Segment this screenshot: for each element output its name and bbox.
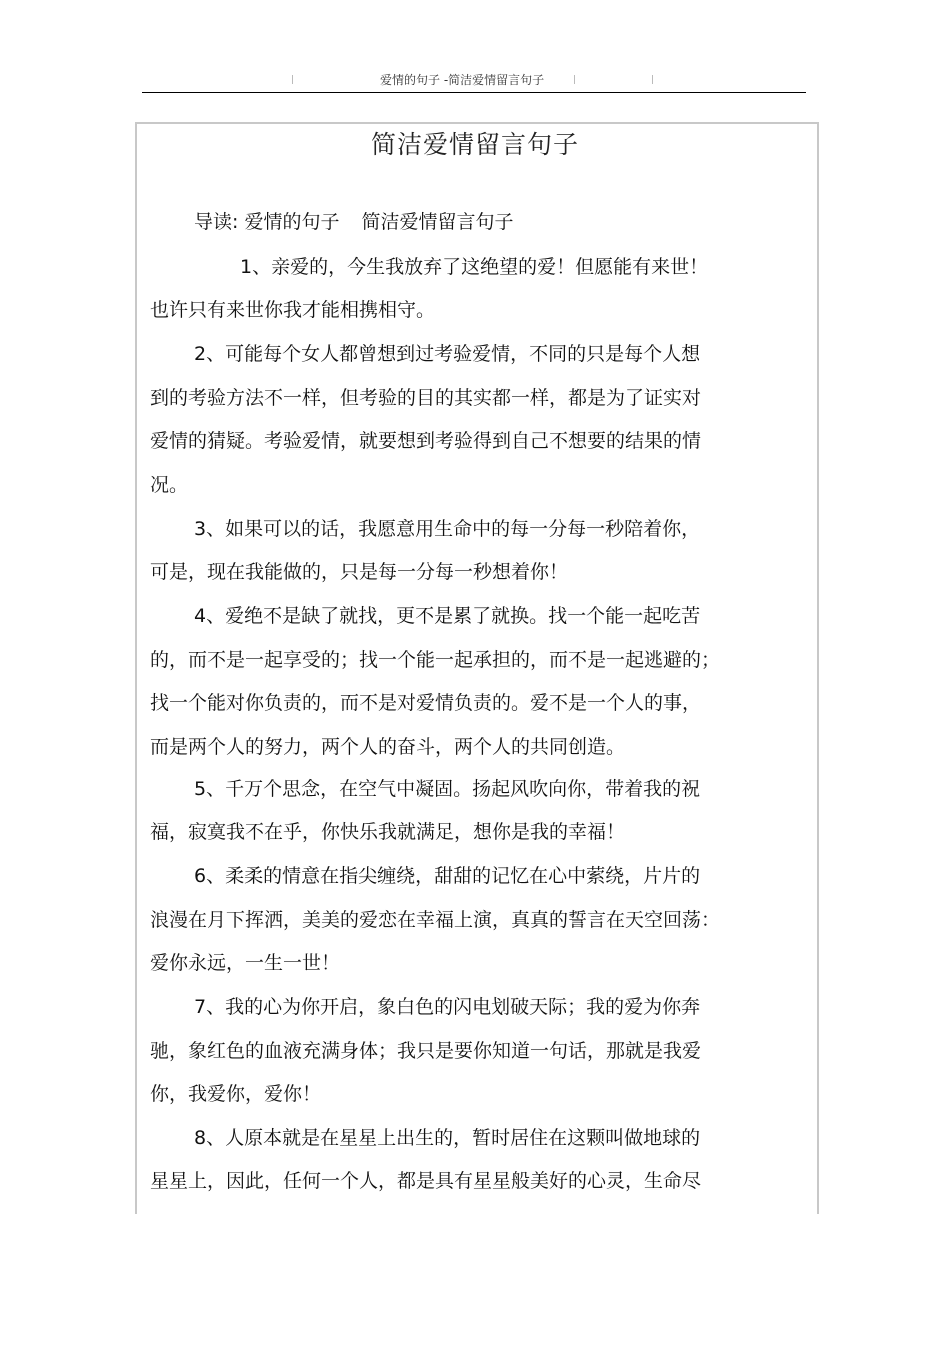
text-line: 1、亲爱的，今生我放弃了这绝望的爱！但愿能有来世！	[240, 256, 709, 278]
intro-part2: 简洁爱情留言句子	[361, 211, 514, 233]
intro-part1: 爱情的句子	[244, 211, 340, 233]
header-tick-mid	[574, 75, 575, 84]
text-line: 驰，象红色的血液充满身体；我只是要你知道一句话，那就是我爱	[150, 1040, 702, 1062]
intro-label: 导读:	[194, 211, 239, 233]
text-line: 的，而不是一起享受的；找一个能一起承担的，而不是一起逃避的；	[150, 649, 721, 671]
text-line: 8、人原本就是在星星上出生的，暂时居住在这颗叫做地球的	[194, 1127, 701, 1149]
text-line: 你，我爱你，爱你！	[150, 1083, 322, 1105]
text-line: 福，寂寞我不在乎，你快乐我就满足，想你是我的幸福！	[150, 821, 626, 843]
text-line: 而是两个人的努力，两个人的奋斗，两个人的共同创造。	[150, 736, 626, 758]
text-line: 爱你永远，一生一世！	[150, 952, 341, 974]
text-line: 也许只有来世你我才能相携相守。	[150, 299, 436, 321]
page-header	[142, 66, 806, 93]
header-tick-right	[652, 75, 653, 84]
text-line: 爱情的猜疑。考验爱情，就要想到考验得到自己不想要的结果的情	[150, 430, 702, 452]
document-title: 简洁爱情留言句子	[370, 130, 579, 159]
text-line: 找一个能对你负责的，而不是对爱情负责的。爱不是一个人的事，	[150, 692, 702, 714]
text-line: 7、我的心为你开启，象白色的闪电划破天际；我的爱为你奔	[194, 996, 701, 1018]
text-line: 星星上，因此，任何一个人，都是具有星星般美好的心灵，生命尽	[150, 1170, 702, 1192]
text-line: 浪漫在月下挥洒，美美的爱恋在幸福上演，真真的誓言在天空回荡：	[150, 909, 721, 931]
header-tick-left	[292, 75, 293, 84]
intro-line	[194, 207, 513, 234]
text-line: 况。	[150, 474, 189, 496]
text-line: 可是，现在我能做的，只是每一分每一秒想着你！	[150, 561, 569, 583]
header-text: 爱情的句子 -简洁爱情留言句子	[380, 73, 545, 87]
text-line: 到的考验方法不一样，但考验的目的其实都一样，都是为了证实对	[150, 387, 702, 409]
text-line: 5、千万个思念，在空气中凝固。扬起风吹向你，带着我的祝	[194, 778, 701, 800]
text-line: 2、可能每个女人都曾想到过考验爱情，不同的只是每个人想	[194, 343, 701, 365]
text-line: 4、爱绝不是缺了就找，更不是累了就换。找一个能一起吃苦	[194, 605, 701, 627]
text-line: 3、如果可以的话，我愿意用生命中的每一分每一秒陪着你，	[194, 518, 701, 540]
text-line: 6、柔柔的情意在指尖缠绕，甜甜的记忆在心中萦绕，片片的	[194, 865, 701, 887]
